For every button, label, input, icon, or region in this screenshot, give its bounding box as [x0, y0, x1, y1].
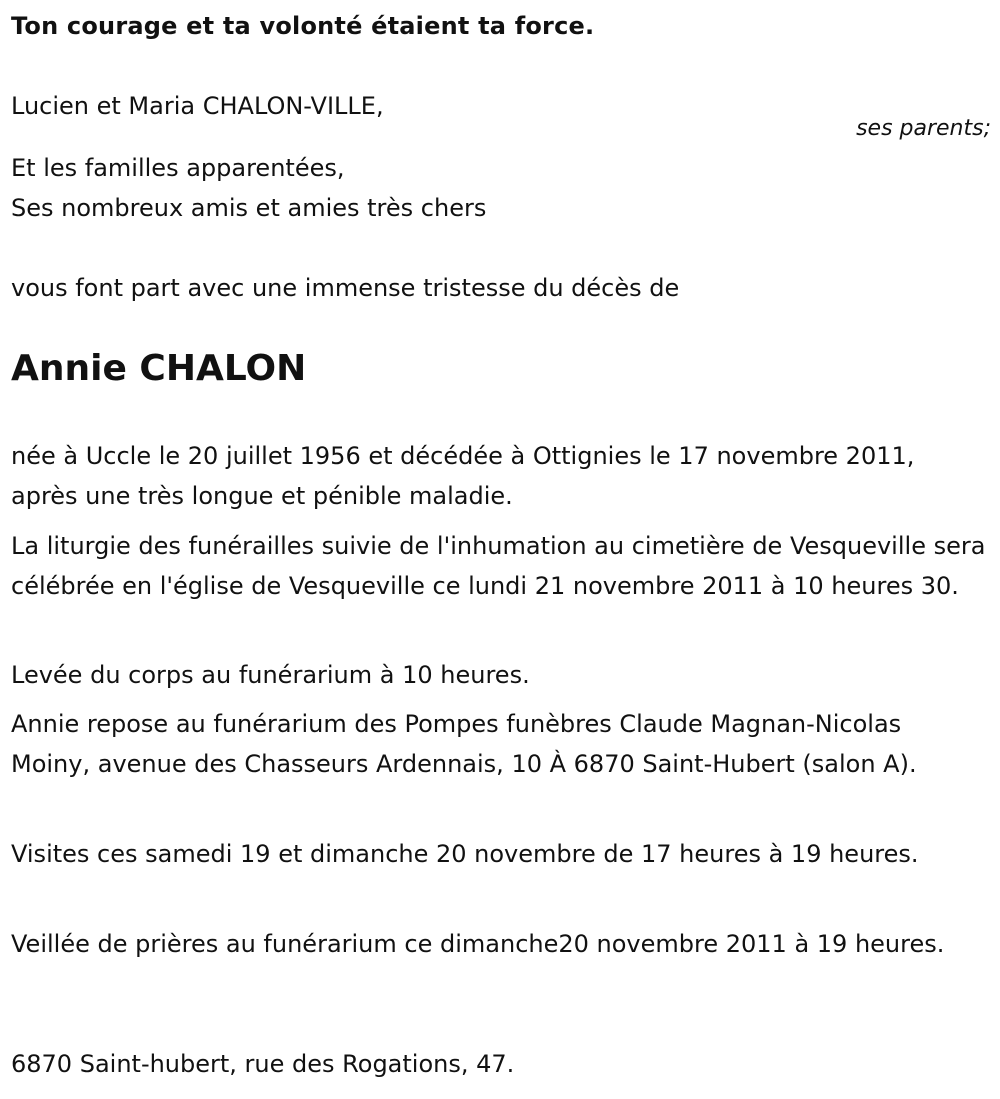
- motto-heading: Ton courage et ta volonté étaient ta force.: [11, 12, 595, 40]
- liturgy-paragraph: La liturgie des funérailles suivie de l'inhumation au cimetière de Vesqueville sera célébrée en l'église de Vesqueville ce lundi 21 novembre 2011 à 10 heures 30.: [11, 532, 986, 600]
- resting-place-paragraph: Annie repose au funérarium des Pompes funèbres Claude Magnan-Nicolas Moiny, avenue des Chasseurs Ardennais, 10 À 6870 Saint-Hubert (salon A).: [11, 710, 917, 778]
- birth-death-paragraph: née à Uccle le 20 juillet 1956 et décédée à Ottignies le 17 novembre 2011, après une très longue et pénible maladie.: [11, 442, 915, 510]
- address-line: 6870 Saint-hubert, rue des Rogations, 47.: [11, 1050, 515, 1078]
- friends-line: Ses nombreux amis et amies très chers: [11, 194, 487, 222]
- parents-names: Lucien et Maria CHALON-VILLE,: [11, 92, 384, 120]
- visits-paragraph: Visites ces samedi 19 et dimanche 20 novembre de 17 heures à 19 heures.: [11, 840, 919, 868]
- vigil-paragraph: Veillée de prières au funérarium ce dimanche20 novembre 2011 à 19 heures.: [11, 930, 945, 958]
- relatives-line: Et les familles apparentées,: [11, 154, 345, 182]
- announcement-line: vous font part avec une immense tristesse du décès de: [11, 274, 680, 302]
- deceased-name: Annie CHALON: [11, 348, 307, 389]
- body-departure-paragraph: Levée du corps au funérarium à 10 heures.: [11, 661, 530, 689]
- parents-label: ses parents;: [856, 116, 991, 141]
